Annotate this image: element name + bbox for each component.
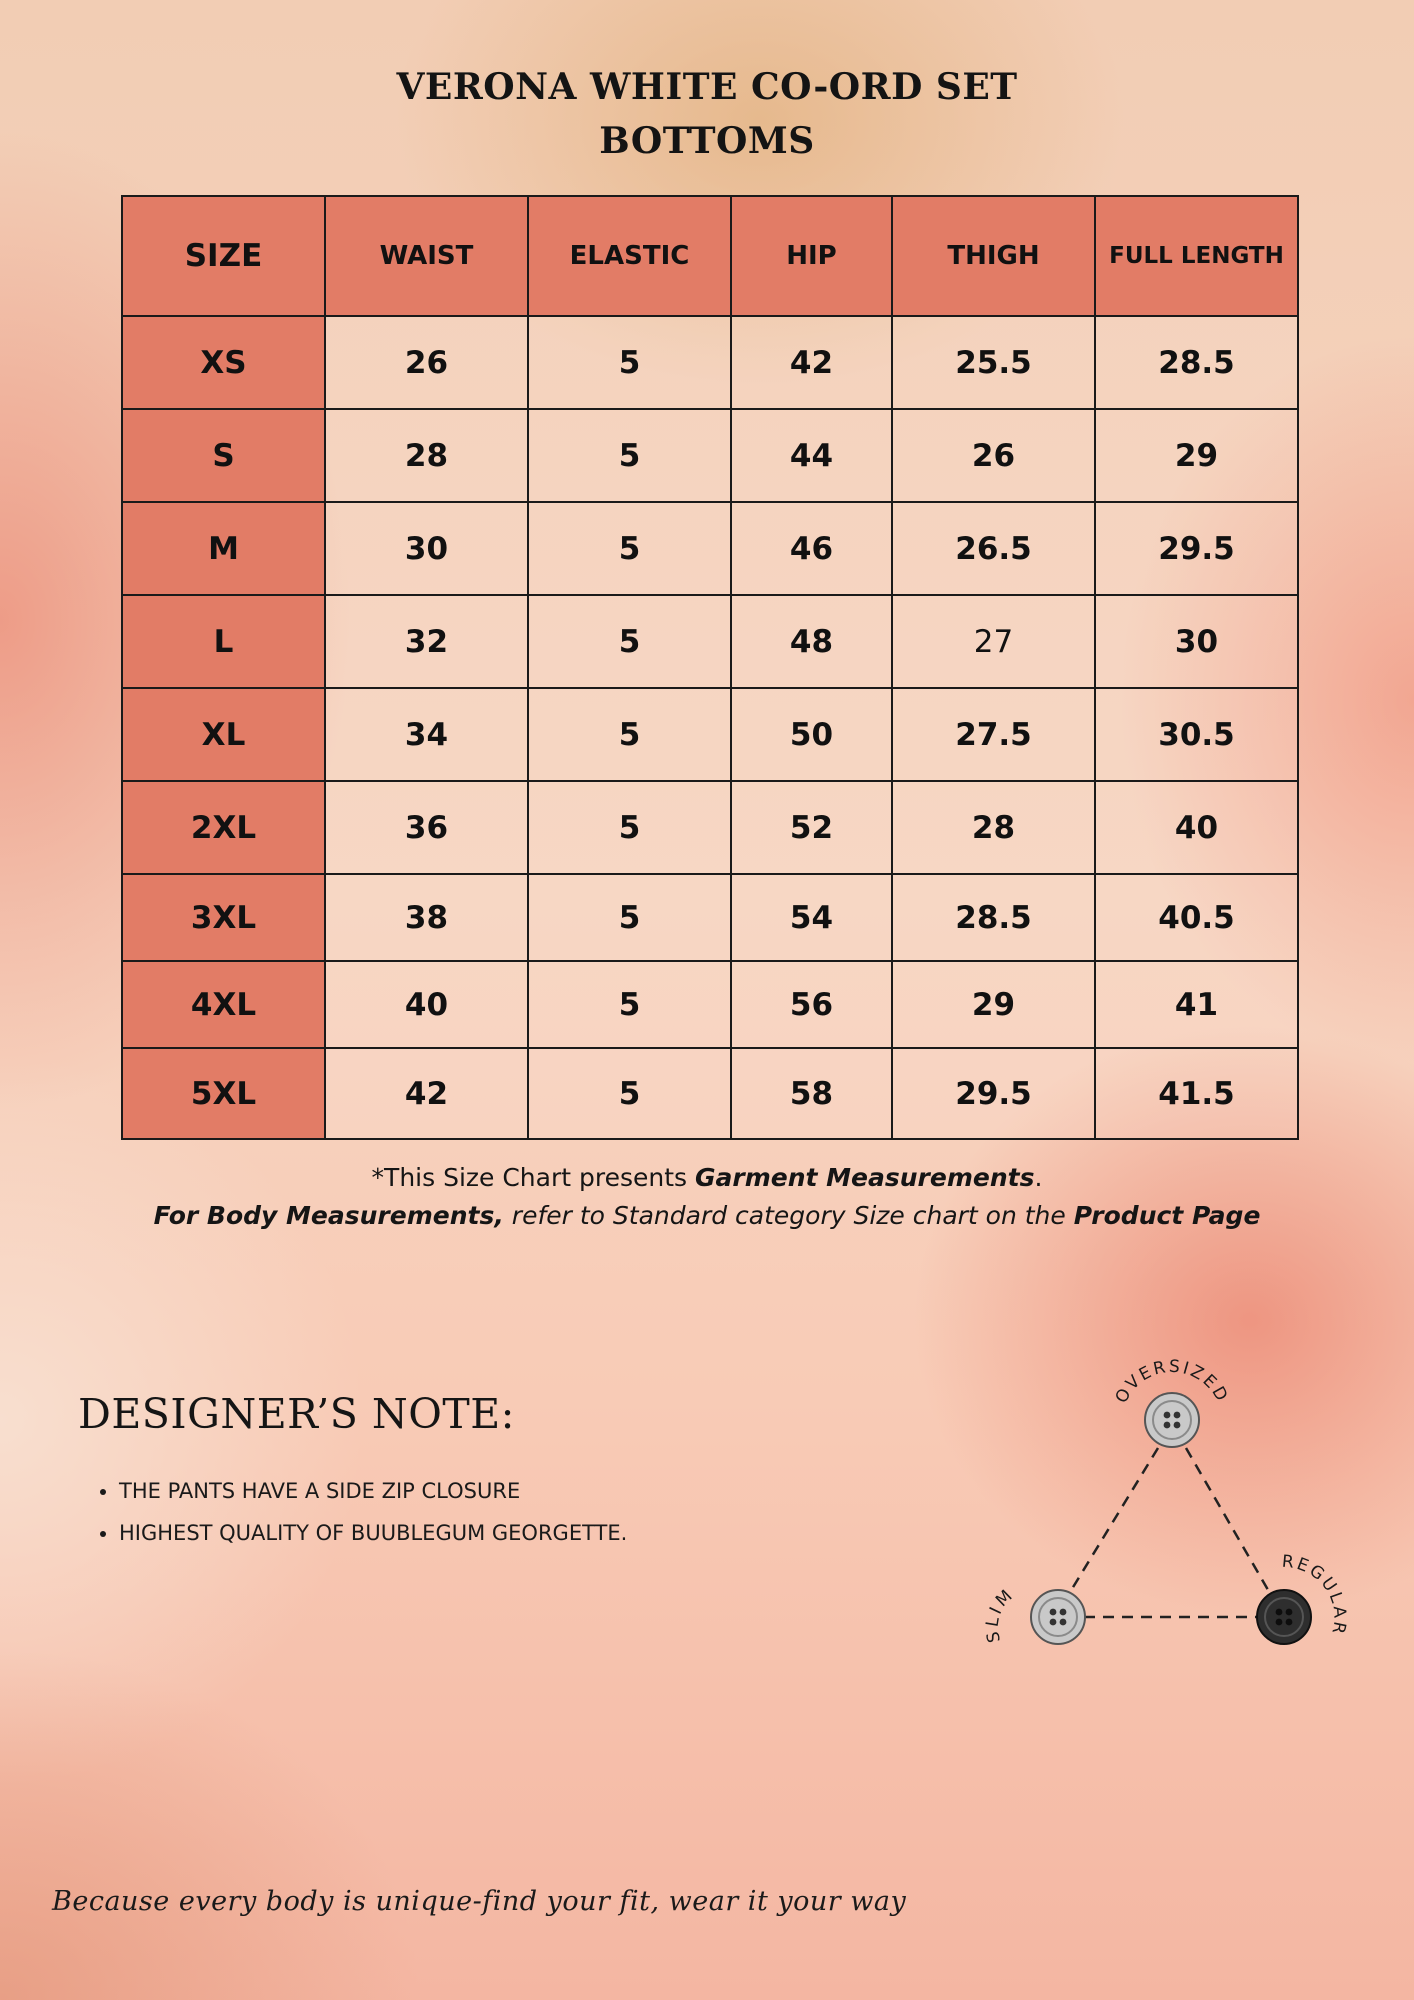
elastic-cell: 5 xyxy=(528,1048,731,1139)
connector-oversized-regular xyxy=(1186,1448,1275,1602)
size-label-cell: M xyxy=(122,502,325,595)
elastic-cell: 5 xyxy=(528,409,731,502)
hip-cell: 58 xyxy=(731,1048,892,1139)
column-header-waist: WAIST xyxy=(325,196,528,316)
waist-cell: 34 xyxy=(325,688,528,781)
footnote-middle: refer to Standard category Size chart on the xyxy=(503,1201,1074,1230)
column-header-elastic: ELASTIC xyxy=(528,196,731,316)
size-label-cell: 2XL xyxy=(122,781,325,874)
footnote-product-page: Product Page xyxy=(1073,1201,1261,1230)
list-item: • HIGHEST QUALITY OF BUUBLEGUM GEORGETTE. xyxy=(119,1512,639,1554)
page-title xyxy=(0,60,1414,168)
column-header-hip: HIP xyxy=(731,196,892,316)
hip-cell: 48 xyxy=(731,595,892,688)
designer-note-title: DESIGNER’S NOTE: xyxy=(78,1390,515,1438)
table-row xyxy=(122,874,1298,961)
waist-cell: 32 xyxy=(325,595,528,688)
full-length-cell: 28.5 xyxy=(1095,316,1298,409)
full-length-cell: 41 xyxy=(1095,961,1298,1048)
waist-cell: 36 xyxy=(325,781,528,874)
thigh-cell: 28.5 xyxy=(892,874,1095,961)
thigh-cell: 26 xyxy=(892,409,1095,502)
elastic-cell: 5 xyxy=(528,688,731,781)
button-icon xyxy=(1031,1590,1085,1644)
label-regular-text: REGULAR xyxy=(1280,1551,1350,1638)
elastic-cell: 5 xyxy=(528,595,731,688)
thigh-cell: 27.5 xyxy=(892,688,1095,781)
waist-cell: 40 xyxy=(325,961,528,1048)
thigh-cell: 27 xyxy=(892,595,1095,688)
table-row xyxy=(122,502,1298,595)
footnote-line-1 xyxy=(0,1163,1414,1192)
waist-cell: 30 xyxy=(325,502,528,595)
footnote-body-measurements: For Body Measurements, xyxy=(153,1201,504,1230)
elastic-cell: 5 xyxy=(528,781,731,874)
hip-cell: 52 xyxy=(731,781,892,874)
full-length-cell: 40.5 xyxy=(1095,874,1298,961)
hip-cell: 44 xyxy=(731,409,892,502)
table-row xyxy=(122,781,1298,874)
table-row xyxy=(122,961,1298,1048)
title-line-1: VERONA WHITE CO-ORD SET xyxy=(396,66,1018,108)
title-line-2: BOTTOMS xyxy=(599,120,815,162)
waist-cell: 28 xyxy=(325,409,528,502)
footnote-line-2 xyxy=(0,1201,1414,1230)
waist-cell: 42 xyxy=(325,1048,528,1139)
size-chart-table xyxy=(121,195,1299,1140)
table-row xyxy=(122,1048,1298,1139)
footnote-garment-measurements: Garment Measurements xyxy=(695,1163,1035,1192)
list-item: • THE PANTS HAVE A SIDE ZIP CLOSURE xyxy=(119,1470,639,1512)
table-row xyxy=(122,595,1298,688)
size-label-cell: 4XL xyxy=(122,961,325,1048)
fit-connector-lines xyxy=(1064,1448,1275,1617)
table-row xyxy=(122,316,1298,409)
label-slim xyxy=(983,1584,1019,1644)
thigh-cell: 28 xyxy=(892,781,1095,874)
thigh-cell: 29.5 xyxy=(892,1048,1095,1139)
connector-oversized-slim xyxy=(1064,1448,1158,1602)
button-icon xyxy=(1257,1590,1311,1644)
full-length-cell: 29 xyxy=(1095,409,1298,502)
thigh-cell: 25.5 xyxy=(892,316,1095,409)
button-icon xyxy=(1145,1393,1199,1447)
tagline: Because every body is unique-find your fit, wear it your way xyxy=(52,1886,907,1917)
elastic-cell: 5 xyxy=(528,874,731,961)
size-label-cell: XS xyxy=(122,316,325,409)
table-row xyxy=(122,409,1298,502)
size-label-cell: 3XL xyxy=(122,874,325,961)
table-row xyxy=(122,688,1298,781)
label-slim-text: SLIM xyxy=(982,1584,1019,1645)
full-length-cell: 40 xyxy=(1095,781,1298,874)
elastic-cell: 5 xyxy=(528,961,731,1048)
column-header-full-length: FULL LENGTH xyxy=(1095,196,1298,316)
thigh-cell: 26.5 xyxy=(892,502,1095,595)
hip-cell: 50 xyxy=(731,688,892,781)
waist-cell: 26 xyxy=(325,316,528,409)
hip-cell: 54 xyxy=(731,874,892,961)
elastic-cell: 5 xyxy=(528,502,731,595)
full-length-cell: 30 xyxy=(1095,595,1298,688)
waist-cell: 38 xyxy=(325,874,528,961)
full-length-cell: 30.5 xyxy=(1095,688,1298,781)
column-header-thigh: THIGH xyxy=(892,196,1095,316)
full-length-cell: 29.5 xyxy=(1095,502,1298,595)
label-oversized-text: OVERSIZED xyxy=(1111,1356,1233,1407)
size-label-cell: L xyxy=(122,595,325,688)
hip-cell: 56 xyxy=(731,961,892,1048)
designer-note-list xyxy=(78,1470,639,1554)
footnote-prefix: *This Size Chart presents xyxy=(371,1163,695,1192)
hip-cell: 46 xyxy=(731,502,892,595)
table-header-row xyxy=(122,196,1298,316)
thigh-cell: 29 xyxy=(892,961,1095,1048)
fit-diagram xyxy=(980,1340,1360,1680)
elastic-cell: 5 xyxy=(528,316,731,409)
hip-cell: 42 xyxy=(731,316,892,409)
full-length-cell: 41.5 xyxy=(1095,1048,1298,1139)
column-header-size: SIZE xyxy=(122,196,325,316)
size-label-cell: S xyxy=(122,409,325,502)
footnote-period: . xyxy=(1034,1163,1043,1192)
size-label-cell: 5XL xyxy=(122,1048,325,1139)
size-label-cell: XL xyxy=(122,688,325,781)
